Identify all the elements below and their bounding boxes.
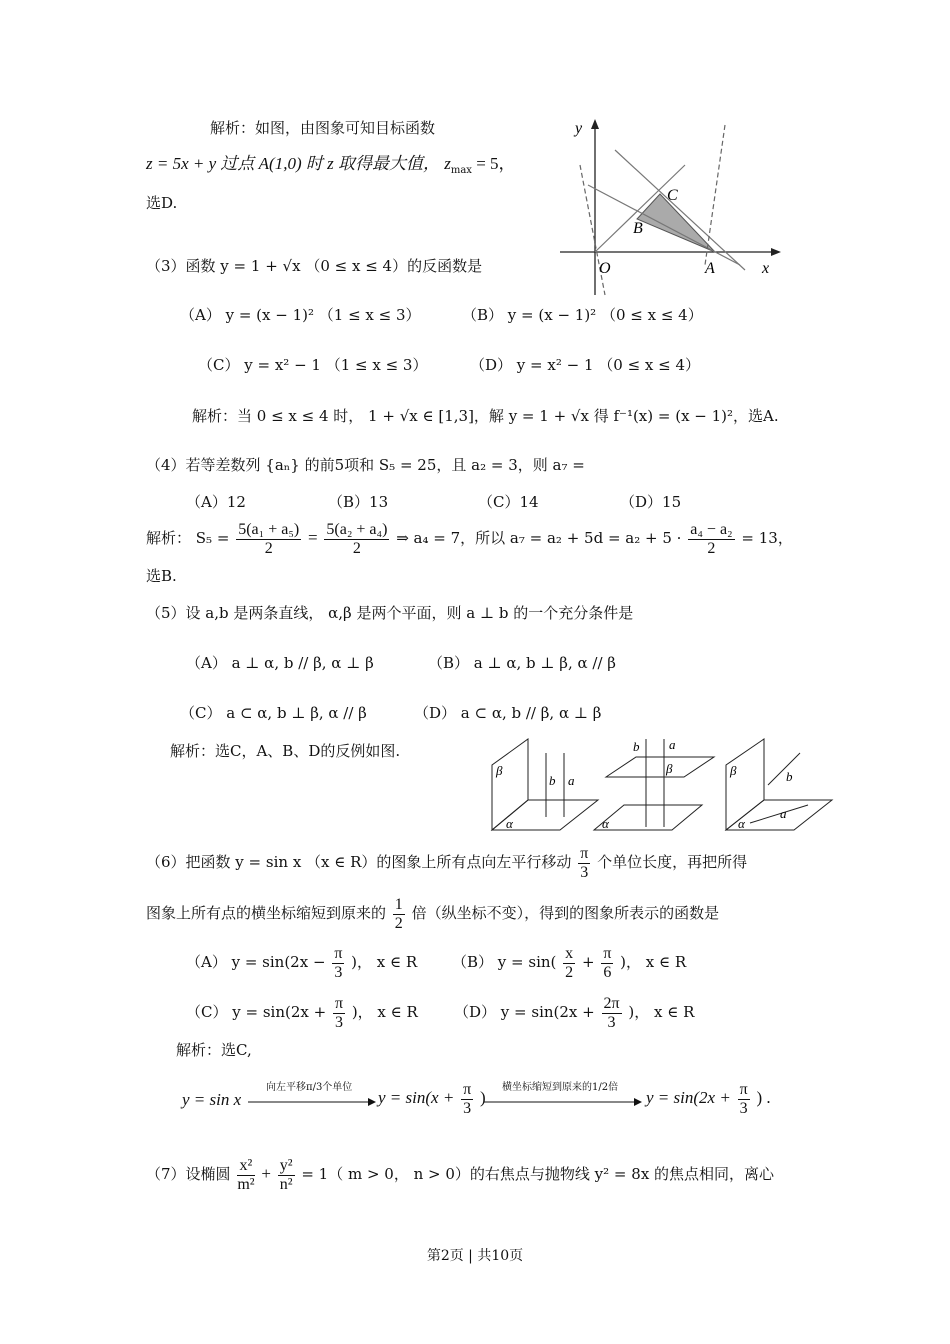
graph-label-y: y — [575, 120, 583, 137]
q5-analysis: 解析：选C，A、B、D的反例如图. — [170, 742, 401, 760]
q2-analysis-line1: 解析：如图，由图象可知目标函数 — [210, 119, 436, 137]
q2-analysis-sub: max — [450, 165, 472, 176]
q6-stem-line2: 图象上所有点的横坐标缩短到原来的 $\frac{1}{2}$ 倍（纵坐标不变），得到的图象所表示的函数是 — [146, 895, 720, 932]
q4-frac2: $\frac{\text{5(a₂ + a₄)}}{2}$ — [326, 520, 388, 557]
q3-option-a: （A） y = (x − 1)² （1 ≤ x ≤ 3） — [180, 306, 421, 324]
q5-option-b: （B） a ⊥ α, b ⊥ β, α // β — [428, 654, 616, 672]
fig3-b: b — [786, 769, 793, 784]
q3-option-d: （D） y = x² − 1 （0 ≤ x ≤ 4） — [470, 356, 701, 374]
q2-analysis-end: = 5， — [471, 154, 516, 173]
q6-arrow1 — [248, 1095, 378, 1109]
q6-option-a: （A） y = sin(2x − $\frac{\pi}{3}$ )， x ∈ R — [186, 944, 418, 981]
q7-stem: （7）设椭圆 $\frac{\text{x²}}{\text{m²}}$ + $\frac{\text{y²}}{\text{n²}}$ = 1（ m > 0， n > 0）的右焦点与抛物线 y² = 8x 的焦点相同，离心 — [146, 1156, 775, 1193]
q6-chain-mid: y = sin(x + $\frac{\pi}{3}$ ) — [378, 1080, 486, 1117]
graph-label-x: x — [762, 260, 770, 277]
q3-analysis: 解析：当 0 ≤ x ≤ 4 时， 1 + √x ∈ [1,3]，解 y = 1 + √x 得 f⁻¹(x) = (x − 1)²，选A. — [192, 407, 779, 425]
q4-option-b: （B）13 — [328, 493, 389, 511]
q2-analysis-line2 — [146, 154, 516, 181]
fig1-a: a — [568, 773, 575, 788]
fig1-beta: β — [496, 763, 503, 778]
fig3-beta: β — [730, 763, 737, 778]
q5-stem: （5）设 a,b 是两条直线， α,β 是两个平面，则 a ⊥ b 的一个充分条件是 — [146, 604, 634, 622]
q6-arrow2 — [484, 1095, 644, 1109]
q6-option-b: （B） y = sin( $\frac{x}{2}$ + $\frac{\pi}{6}$ )， x ∈ R — [452, 944, 687, 981]
q4-option-c: （C）14 — [478, 493, 539, 511]
fig2-alpha: α — [602, 816, 609, 831]
q4-analysis-end: = 13， — [741, 529, 793, 547]
fig1-b: b — [549, 773, 556, 788]
q4-frac3: $\frac{\text{a₄ − a₂}}{2}$ — [690, 520, 733, 557]
fig1-alpha: α — [506, 816, 513, 831]
fig2-beta: β — [666, 761, 673, 776]
q3-stem: （3）函数 y = 1 + √x （0 ≤ x ≤ 4）的反函数是 — [146, 257, 483, 275]
q2-analysis-line3: 选D. — [146, 194, 178, 212]
q5-option-a: （A） a ⊥ α, b // β, α ⊥ β — [186, 654, 374, 672]
q5-option-c: （C） a ⊂ α, b ⊥ β, α // β — [180, 704, 367, 722]
q4-analysis: 解析： S₅ = $\frac{\text{5(a₁ + a₅)}}{2}$ = $\frac{\text{5(a₂ + a₄)}}{2}$ ⇒ a₄ = 7，所以 a₇ = a₂ + 5d = a₂ + 5 · $\frac{\text{a₄ − a₂}}{2}$ = 13， — [146, 520, 793, 557]
q6-option-d: （D） y = sin(2x + $\frac{2\pi}{3}$ )， x ∈ R — [454, 994, 695, 1031]
fig3-alpha: α — [738, 816, 745, 831]
graph-label-b: B — [633, 220, 643, 237]
q4-frac1: $\frac{\text{5(a₁ + a₅)}}{2}$ — [238, 520, 300, 557]
q2-analysis-text: z = 5x + y 过点 A(1,0) 时 z 取得最大值， z — [146, 154, 451, 173]
q3-option-b: （B） y = (x − 1)² （0 ≤ x ≤ 4） — [462, 306, 703, 324]
q6-chain-start: y = sin x — [182, 1090, 242, 1109]
q6-analysis: 解析：选C, — [176, 1041, 252, 1059]
q4-stem: （4）若等差数列 {aₙ} 的前5项和 S₅ = 25，且 a₂ = 3，则 a₇ = — [146, 456, 585, 474]
planes-counterexample-diagram — [488, 735, 838, 835]
q5-option-d: （D） a ⊂ α, b // β, α ⊥ β — [414, 704, 602, 722]
q4-analysis-pre: 解析： S₅ = — [146, 529, 230, 547]
q6-option-c: （C） y = sin(2x + $\frac{\pi}{3}$ )， x ∈ R — [186, 994, 418, 1031]
linear-programming-graph — [555, 115, 785, 305]
q6-stem-line1: （6）把函数 y = sin x （x ∈ R）的图象上所有点向左平行移动 $\frac{\pi}{3}$ 个单位长度，再把所得 — [146, 844, 748, 881]
graph-label-c: C — [667, 187, 678, 204]
q3-option-c: （C） y = x² − 1 （1 ≤ x ≤ 3） — [198, 356, 428, 374]
fig2-a: a — [669, 737, 676, 752]
page-footer: 第2页 | 共10页 — [426, 1248, 524, 1264]
q6-arrow1-label: 向左平移π/3个单位 — [266, 1082, 353, 1093]
fig3-a: a — [780, 806, 787, 821]
q4-option-d: （D）15 — [620, 493, 682, 511]
fig2-b: b — [633, 739, 640, 754]
q4-option-a: （A）12 — [186, 493, 246, 511]
graph-label-o: O — [599, 260, 611, 277]
graph-label-a: A — [705, 260, 715, 277]
q4-analysis-mid: ⇒ a₄ = 7，所以 a₇ = a₂ + 5d = a₂ + 5 · — [396, 529, 682, 547]
q4-analysis-line2: 选B. — [146, 567, 177, 585]
q6-chain-end: y = sin(2x + $\frac{\pi}{3}$ ) . — [646, 1080, 771, 1117]
q6-arrow2-label: 横坐标缩短到原来的1/2倍 — [502, 1082, 619, 1093]
